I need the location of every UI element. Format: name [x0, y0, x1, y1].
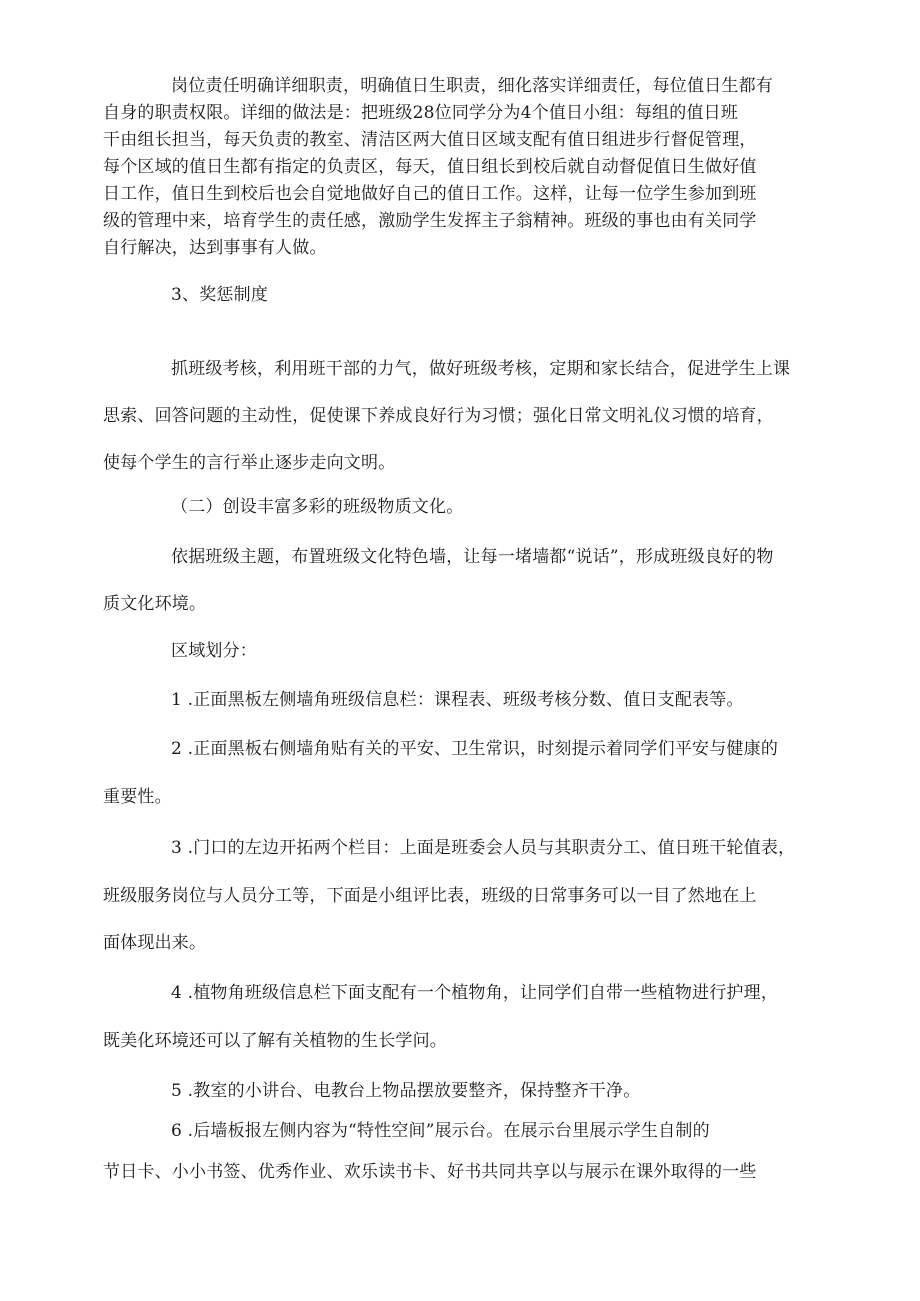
para1-line6: 级的管理中来，培育学生的责任感，激励学生发挥主子翁精神。班级的事也由有关同学 [103, 211, 757, 231]
list-item-2-line2: 重要性。 [103, 787, 172, 807]
para3-line2: 质文化环境。 [103, 594, 207, 614]
para1-line4: 每个区域的值日生都有指定的负责区，每天，值日组长到校后就自动督促值日生做好值 [103, 157, 757, 177]
list-item-3-line3: 面体现出来。 [103, 933, 207, 953]
para1-line2: 自身的职责权限。详细的做法是：把班级28位同学分为4个值日小组：每组的值日班 [103, 103, 739, 123]
list-item-3-line2: 班级服务岗位与人员分工等，下面是小组评比表，班级的日常事务可以一目了然地在上 [103, 886, 757, 906]
list-item-6-line1: 6 .后墙板报左侧内容为“特性空间”展示台。在展示台里展示学生自制的 [171, 1121, 710, 1141]
para1-line5: 日工作，值日生到校后也会自觉地做好自己的值日工作。这样，让每一位学生参加到班 [103, 184, 757, 204]
list-item-2-line1: 2 .正面黑板右侧墙角贴有关的平安、卫生常识，时刻提示着同学们平安与健康的 [171, 739, 779, 759]
list-item-4-line1: 4 .植物角班级信息栏下面支配有一个植物角，让同学们自带一些植物进行护理， [171, 983, 779, 1003]
para2-line2: 思索、回答问题的主动性，促使课下养成良好行为习惯；强化日常文明礼仪习惯的培育， [103, 406, 774, 426]
para1-line3: 干由组长担当，每天负责的教室、清洁区两大值日区域支配有值日组进步行督促管理， [103, 130, 757, 150]
list-item-4-line2: 既美化环境还可以了解有关植物的生长学问。 [103, 1031, 447, 1051]
para2-line1: 抓班级考核，利用班干部的力气，做好班级考核，定期和家长结合，促进学生上课 [171, 359, 791, 379]
section-heading-material-culture: （二）创设丰富多彩的班级物质文化。 [171, 497, 464, 517]
para2-line3: 使每个学生的言行举止逐步走向文明。 [103, 453, 396, 473]
list-item-6-line2: 节日卡、小小书签、优秀作业、欢乐读书卡、好书共同共享以与展示在课外取得的一些 [103, 1162, 757, 1182]
list-item-1: 1 .正面黑板左侧墙角班级信息栏：课程表、班级考核分数、值日支配表等。 [171, 690, 744, 710]
heading-rewards-system: 3、奖惩制度 [171, 285, 269, 305]
list-item-3-line1: 3 .门口的左边开拓两个栏目：上面是班委会人员与其职责分工、值日班干轮值表， [171, 838, 796, 858]
list-item-5: 5 .教室的小讲台、电教台上物品摆放要整齐，保持整齐干净。 [171, 1081, 641, 1101]
para1-line1: 岗位责任明确详细职责，明确值日生职责，细化落实详细责任，每位值日生都有 [171, 76, 773, 96]
para3-line1: 依据班级主题，布置班级文化特色墙，让每一堵墙都“说话”，形成班级良好的物 [171, 547, 774, 567]
para1-line7: 自行解决，达到事事有人做。 [103, 238, 327, 258]
area-division-title: 区域划分： [171, 641, 257, 661]
